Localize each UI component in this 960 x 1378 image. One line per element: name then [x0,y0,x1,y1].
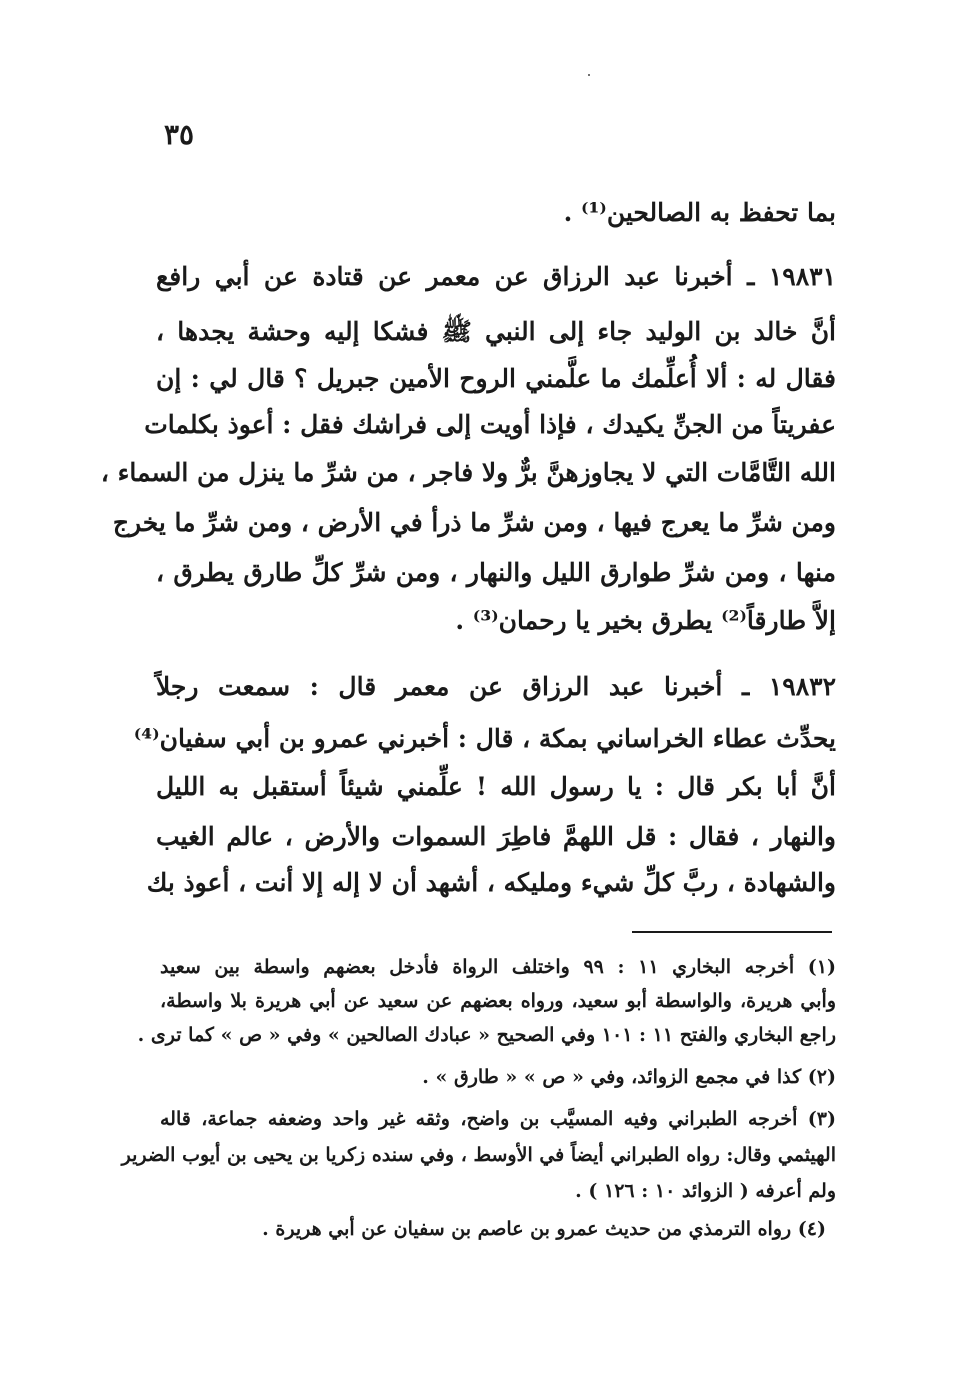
scan-speck [588,74,590,76]
footnote-line: (١) أخرجه البخاري ١١ : ٩٩ واختلف الرواة فأدخل بعضهم واسطة بين سعيد [160,956,836,978]
hadith-19831-line: منها ، ومن شرِّ طوارق الليل والنهار ، ومن شرِّ كلِّ طارق يطرق ، [156,558,836,587]
page-number: ٣٥ [164,118,195,151]
hadith-19832-line: والنهار ، فقال : قل اللهمَّ فاطِرَ السموات والأرض ، عالم الغيب [156,822,836,851]
hadith-19831-line: الله التَّامَّات التي لا يجاوزهنَّ برٌّ ولا فاجر ، من شرِّ ما ينزل من السماء ، [100,458,836,487]
footnote-line: راجع البخاري والفتح ١١ : ١٠١ وفي الصحيح « عبادك الصالحين » وفي « ص » كما ترى . [137,1024,836,1046]
hadith-19831-line: ومن شرِّ ما يعرج فيها ، ومن شرِّ ما ذرأ في الأرض ، ومن شرِّ ما يخرج [112,508,836,537]
hadith-19831-line: أنَّ خالد بن الوليد جاء إلى النبي ﷺ فشكا إليه وحشة يجدها ، [156,317,836,346]
hadith-19831-line: إلاَّ طارقاً⁽²⁾ يطرق بخير يا رحمان⁽³⁾ . [455,606,836,635]
footnote-line: (٣) أخرجه الطبراني وفيه المسيَّب بن واضح، وثقه غير واحد وضعفه جماعة، قاله [160,1108,836,1130]
footnote-divider [632,931,832,933]
hadith-19831-line: ١٩٨٣١ ـ أخبرنا عبد الرزاق عن معمر عن قتادة عن أبي رافع [156,262,836,291]
hadith-19832-line: يحدِّث عطاء الخراساني بمكة ، قال : أخبرني عمرو بن أبي سفيان⁽⁴⁾ [133,724,836,753]
text-line: بما تحفظ به الصالحين⁽¹⁾ . [563,198,836,227]
footnote-line: وأبي هريرة، والواسطة أبو سعيد، ورواه بعضهم عن سعيد عن أبي هريرة بلا واسطة، [160,990,836,1012]
footnote-line: الهيثمي وقال: رواه الطبراني أيضاً في الأوسط ، وفي سنده زكريا بن يحيى بن أيوب الضرير [121,1144,836,1166]
hadith-19831-line: عفريتاً من الجنِّ يكيدك ، فإذا أويت إلى فراشك فقل : أعوذ بكلمات [144,410,836,439]
footnote-line: (٢) كذا في مجمع الزوائد، وفي « ص » « طارق » . [422,1066,836,1088]
hadith-19832-line: والشهادة ، ربَّ كلِّ شيء ومليكه ، أشهد أن لا إله إلا أنت ، أعوذ بك [146,868,836,897]
hadith-19831-line: فقال له : ألا أُعلِّمك ما علَّمني الروح الأمين جبريل ؟ قال لي : إن [156,364,836,393]
hadith-19832-line: ١٩٨٣٢ ـ أخبرنا عبد الرزاق عن معمر قال : سمعت رجلاً [156,672,836,701]
hadith-19832-line: أنَّ أبا بكر قال : يا رسول الله ! علِّمني شيئاً أستقبل به الليل [156,772,836,801]
footnote-line: (٤) رواه الترمذي من حديث عمرو بن عاصم بن سفيان عن أبي هريرة . [262,1218,826,1240]
footnote-line: ولم أعرفه ( الزوائد ١٠ : ١٢٦ ) . [575,1180,836,1202]
